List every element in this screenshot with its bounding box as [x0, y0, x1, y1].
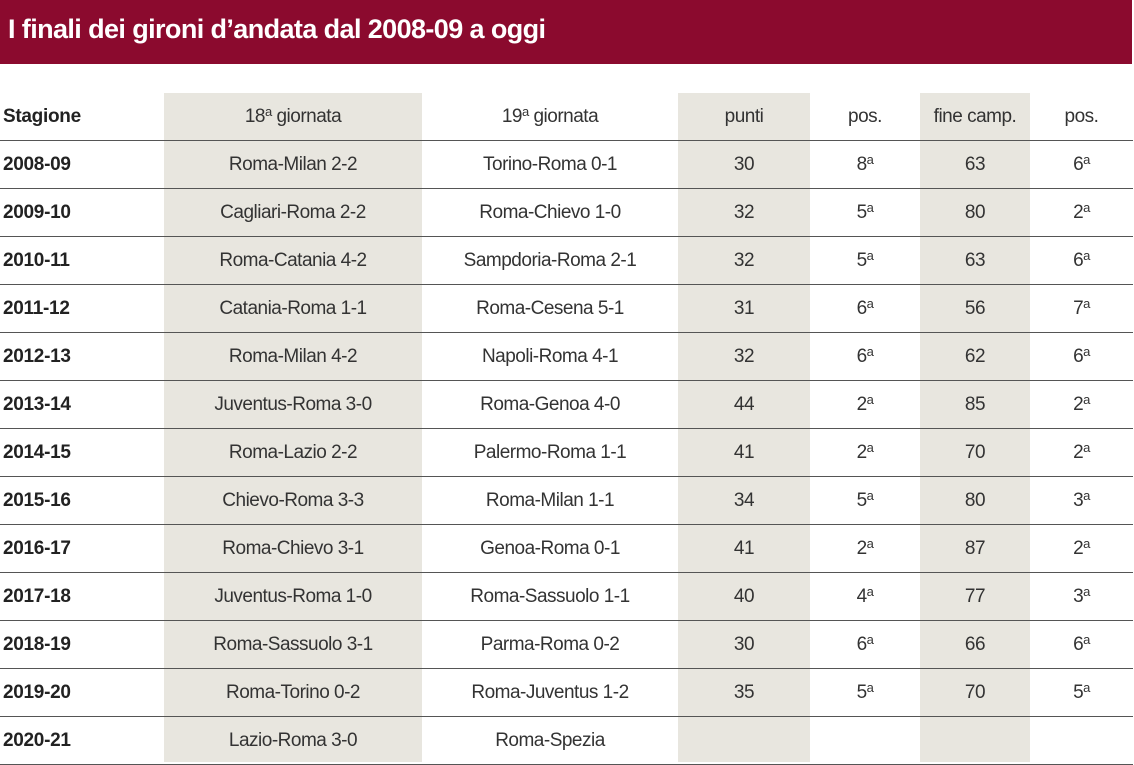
- cell-punti: 40: [678, 573, 810, 621]
- cell-pos: 2$^a$: [810, 381, 920, 429]
- cell-fine-camp: 63: [920, 141, 1030, 189]
- header-19-giornata: 19$^a$ giornata: [422, 93, 678, 141]
- cell-fine-camp: 80: [920, 189, 1030, 237]
- page-title: I finali dei gironi d’andata dal 2008-09 a oggi: [8, 14, 546, 44]
- cell-18-giornata: Roma-Milan 4-2: [164, 333, 422, 381]
- table-row: [0, 237, 1133, 285]
- cell-pos-fine: 2$^a$: [1030, 381, 1133, 429]
- table-row: [0, 429, 1133, 477]
- cell-pos-fine: 6$^a$: [1030, 237, 1133, 285]
- table-row: [0, 525, 1133, 573]
- cell-18-giornata: Roma-Lazio 2-2: [164, 429, 422, 477]
- cell-pos: 2$^a$: [810, 429, 920, 477]
- cell-punti: 32: [678, 189, 810, 237]
- cell-pos: 6$^a$: [810, 285, 920, 333]
- cell-punti: 32: [678, 333, 810, 381]
- cell-stagione: 2013-14: [0, 381, 164, 429]
- table-row: [0, 381, 1133, 429]
- header-pos-fine: pos.: [1030, 93, 1133, 141]
- cell-pos-fine: 6$^a$: [1030, 141, 1133, 189]
- cell-19-giornata: Roma-Juventus 1-2: [422, 669, 678, 717]
- table-row: [0, 669, 1133, 717]
- cell-pos: 5$^a$: [810, 189, 920, 237]
- cell-19-giornata: Roma-Milan 1-1: [422, 477, 678, 525]
- cell-pos-fine: [1030, 717, 1133, 765]
- table-row: [0, 189, 1133, 237]
- cell-pos-fine: 6$^a$: [1030, 621, 1133, 669]
- cell-19-giornata: Genoa-Roma 0-1: [422, 525, 678, 573]
- table-row: [0, 333, 1133, 381]
- cell-19-giornata: Napoli-Roma 4-1: [422, 333, 678, 381]
- cell-19-giornata: Parma-Roma 0-2: [422, 621, 678, 669]
- header-punti: punti: [678, 93, 810, 141]
- cell-pos: [810, 717, 920, 765]
- cell-punti: 41: [678, 525, 810, 573]
- cell-19-giornata: Roma-Spezia: [422, 717, 678, 765]
- cell-fine-camp: 77: [920, 573, 1030, 621]
- header-fine-camp: fine camp.: [920, 93, 1030, 141]
- header-18-giornata: 18$^a$ giornata: [164, 93, 422, 141]
- cell-punti: 31: [678, 285, 810, 333]
- table-row: [0, 717, 1133, 765]
- cell-18-giornata: Roma-Sassuolo 3-1: [164, 621, 422, 669]
- cell-18-giornata: Lazio-Roma 3-0: [164, 717, 422, 765]
- cell-19-giornata: Palermo-Roma 1-1: [422, 429, 678, 477]
- cell-fine-camp: 85: [920, 381, 1030, 429]
- cell-pos: 5$^a$: [810, 669, 920, 717]
- cell-punti: 44: [678, 381, 810, 429]
- cell-pos: 2$^a$: [810, 525, 920, 573]
- table-row: [0, 285, 1133, 333]
- table-row: [0, 141, 1133, 189]
- cell-fine-camp: 62: [920, 333, 1030, 381]
- cell-18-giornata: Roma-Chievo 3-1: [164, 525, 422, 573]
- cell-punti: [678, 717, 810, 765]
- cell-pos-fine: 2$^a$: [1030, 525, 1133, 573]
- cell-pos: 4$^a$: [810, 573, 920, 621]
- cell-punti: 41: [678, 429, 810, 477]
- cell-stagione: 2010-11: [0, 237, 164, 285]
- cell-pos-fine: 7$^a$: [1030, 285, 1133, 333]
- cell-pos-fine: 3$^a$: [1030, 573, 1133, 621]
- cell-18-giornata: Roma-Torino 0-2: [164, 669, 422, 717]
- cell-18-giornata: Juventus-Roma 3-0: [164, 381, 422, 429]
- cell-18-giornata: Roma-Milan 2-2: [164, 141, 422, 189]
- cell-stagione: 2019-20: [0, 669, 164, 717]
- table-row: [0, 573, 1133, 621]
- cell-pos: 6$^a$: [810, 333, 920, 381]
- cell-fine-camp: [920, 717, 1030, 765]
- table-row: [0, 477, 1133, 525]
- results-table: [0, 93, 1133, 765]
- cell-pos: 8$^a$: [810, 141, 920, 189]
- cell-pos-fine: 5$^a$: [1030, 669, 1133, 717]
- cell-pos-fine: 3$^a$: [1030, 477, 1133, 525]
- cell-stagione: 2008-09: [0, 141, 164, 189]
- cell-punti: 30: [678, 621, 810, 669]
- cell-19-giornata: Torino-Roma 0-1: [422, 141, 678, 189]
- cell-punti: 34: [678, 477, 810, 525]
- cell-pos-fine: 2$^a$: [1030, 189, 1133, 237]
- cell-stagione: 2016-17: [0, 525, 164, 573]
- table-row: [0, 621, 1133, 669]
- cell-stagione: 2015-16: [0, 477, 164, 525]
- cell-18-giornata: Catania-Roma 1-1: [164, 285, 422, 333]
- cell-stagione: 2011-12: [0, 285, 164, 333]
- cell-19-giornata: Roma-Sassuolo 1-1: [422, 573, 678, 621]
- cell-pos: 6$^a$: [810, 621, 920, 669]
- cell-stagione: 2009-10: [0, 189, 164, 237]
- cell-stagione: 2018-19: [0, 621, 164, 669]
- cell-fine-camp: 80: [920, 477, 1030, 525]
- cell-19-giornata: Sampdoria-Roma 2-1: [422, 237, 678, 285]
- cell-pos-fine: 2$^a$: [1030, 429, 1133, 477]
- cell-18-giornata: Chievo-Roma 3-3: [164, 477, 422, 525]
- cell-19-giornata: Roma-Cesena 5-1: [422, 285, 678, 333]
- cell-punti: 32: [678, 237, 810, 285]
- header-pos: pos.: [810, 93, 920, 141]
- header-row: [0, 93, 1133, 141]
- cell-stagione: 2014-15: [0, 429, 164, 477]
- cell-pos: 5$^a$: [810, 237, 920, 285]
- cell-fine-camp: 66: [920, 621, 1030, 669]
- cell-stagione: 2020-21: [0, 717, 164, 765]
- cell-punti: 30: [678, 141, 810, 189]
- cell-19-giornata: Roma-Genoa 4-0: [422, 381, 678, 429]
- cell-fine-camp: 87: [920, 525, 1030, 573]
- cell-fine-camp: 70: [920, 429, 1030, 477]
- header-stagione: Stagione: [0, 93, 164, 141]
- cell-18-giornata: Cagliari-Roma 2-2: [164, 189, 422, 237]
- cell-stagione: 2017-18: [0, 573, 164, 621]
- title-bar: [0, 0, 1132, 64]
- cell-18-giornata: Juventus-Roma 1-0: [164, 573, 422, 621]
- cell-18-giornata: Roma-Catania 4-2: [164, 237, 422, 285]
- cell-stagione: 2012-13: [0, 333, 164, 381]
- cell-pos: 5$^a$: [810, 477, 920, 525]
- cell-pos-fine: 6$^a$: [1030, 333, 1133, 381]
- cell-fine-camp: 63: [920, 237, 1030, 285]
- cell-19-giornata: Roma-Chievo 1-0: [422, 189, 678, 237]
- cell-fine-camp: 70: [920, 669, 1030, 717]
- cell-fine-camp: 56: [920, 285, 1030, 333]
- cell-punti: 35: [678, 669, 810, 717]
